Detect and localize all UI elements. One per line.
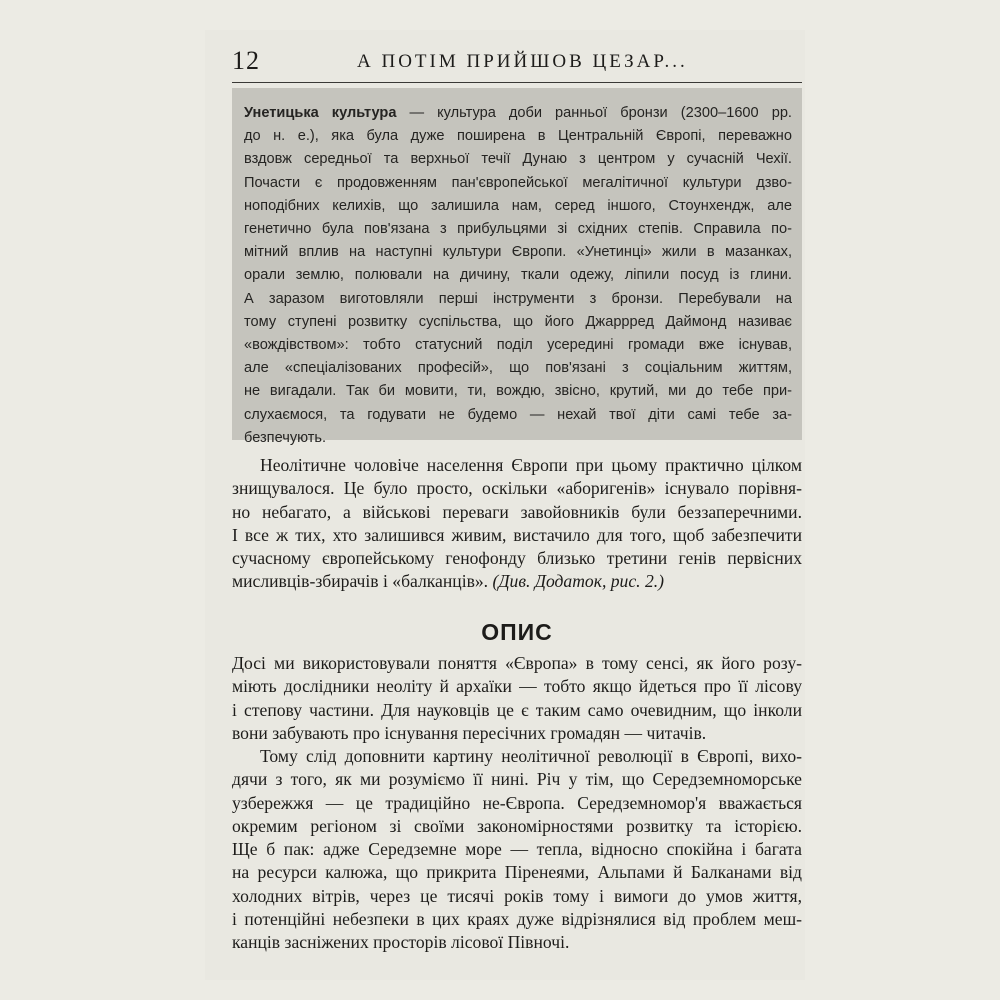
definition-term: Унетицька культура [244, 105, 397, 121]
paragraph-mediterranean [232, 745, 802, 955]
definition-line: слухаємося, та годувати не будемо — нехай твої діти самі тебе за- [244, 406, 792, 423]
definition-line: «вождівством»: тобто статусний поділ усередині громади вже існував, [244, 337, 792, 354]
running-title: А ПОТІМ ПРИЙШОВ ЦЕЗАР... [357, 51, 688, 72]
paragraph-line: узбережжя — це традиційно не-Європа. Середземномор'я вважається [232, 792, 802, 813]
page-header [232, 42, 802, 83]
paragraph-line: холодних вітрів, через це тисячі років тому і вимоги до умов життя, [232, 885, 802, 906]
definition-line: А заразом виготовляли перші інструменти з бронзи. Перебували на [244, 290, 792, 307]
section-heading: ОПИС [481, 619, 553, 645]
paragraph-line: окремим регіоном зі своїми закономірностями розвитку та історією. [232, 815, 802, 836]
paragraph-line: міють дослідники неоліту й архаїки — тобто якщо йдеться про її лісову [232, 676, 802, 697]
paragraph-line: Досі ми використовували поняття «Європа» в тому сенсі, як його розу- [232, 653, 802, 673]
paragraph-line: канців засніжених просторів лісової Півночі. [232, 932, 570, 953]
paragraph-line: І все ж тих, хто залишився живим, вистачило для того, щоб забезпечити [232, 524, 802, 545]
definition-line: ноподібних келихів, що залишила нам, серед іншого, Стоунхендж, але [244, 197, 792, 214]
definition-line: мітний вплив на наступні культури Європи. «Унетинці» жили в мазанках, [244, 244, 792, 261]
paragraph-line: знищувалося. Це було просто, оскільки «аборигенів» існувало порівня- [232, 478, 802, 499]
paragraph-line: і потенційні небезпеки в цих краях дуже відрізнялися від проблем меш- [232, 909, 802, 930]
paragraph-europe-concept [232, 652, 802, 745]
definition-line: вздовж середньої та верхньої течії Дунаю з центром у сучасній Чехії. [244, 151, 792, 168]
definition-line: генетично була пов'язана з прибульцями зі східних степів. Справила по- [244, 221, 792, 238]
paragraph-line: і степову частини. Для науковців це є таким само очевидним, що інколи [232, 699, 802, 720]
paragraph-line: Неолітичне чоловіче населення Європи при цьому практично цілком [260, 455, 802, 475]
definition-box [232, 88, 802, 446]
definition-line: не вигадали. Так би мовити, ти, вождю, звісно, крутий, ми до тебе при- [244, 383, 792, 400]
paragraph-line: дячи з того, як ми розуміємо її нині. Річ у тім, що Середземноморське [232, 769, 802, 790]
appendix-reference: (Див. Додаток, рис. 2.) [492, 571, 665, 592]
paragraph-line: Ще б пак: адже Середземне море — тепла, відносно спокійна і багата [232, 839, 802, 860]
paragraph-neolithic [232, 454, 802, 594]
paragraph-line: но небагато, а військові переваги завойовників були беззаперечними. [232, 501, 802, 522]
definition-line: але «спеціалізованих професій», що пов'язані з соціальним життям, [244, 360, 792, 377]
definition-line: до н. е.), яка була дуже поширена в Центральній Європі, переважно [244, 128, 792, 145]
definition-line: безпечують. [244, 429, 327, 446]
definition-text: Унетицька культура — культура доби ранньої бронзи (2300–1600 рр. до н. е.), яка була дуже поширена в Центральній Європі, переважно вздовж середньої та верхньої течії Дунаю з центром у сучасній Чехії. Почасти є продовженням пан'європейської мегалітичної культури дзво- ноподібних келихів, що залишила нам, серед іншого, Стоунхендж, але генетично була пов'язана з прибульцями зі східних степів. Справила по- мітний вплив на наступні культури Європи. «Унетинці» жили в мазанках, орали землю, полювали на дичину, ткали одежу, ліпили посуд із глини. А заразом виготовляли перші інструменти з бронзи. Перебували на тому ступені розвитку суспільства, що його Джаррред Даймонд називає «вождівством»: тобто статусний поділ усередині громади вже існував, але «спеціалізованих професій», що пов'язані з соціальним життям, не вигадали. Так би мовити, ти, вождю, звісно, крутий, ми до тебе при- слухаємося, та годувати не будемо — нехай твої діти самі тебе за- безпечують. [244, 102, 792, 450]
paragraph-line: мисливців-збирачів і «балканців». (Див. Додаток, рис. 2.) [232, 571, 665, 592]
page-number: 12 [232, 46, 260, 75]
definition-line: орали землю, полювали на дичину, ткали одежу, ліпили посуд із глини. [244, 267, 792, 284]
definition-line: тому ступені розвитку суспільства, що його Джаррред Даймонд називає [244, 313, 792, 330]
paragraph-line: на ресурси калюжа, що прикрита Піренеями, Альпами й Балканами від [232, 862, 802, 883]
definition-line: Почасти є продовженням пан'європейської мегалітичної культури дзво- [244, 174, 792, 191]
paragraph-line: Тому слід доповнити картину неолітичної революції в Європі, вихо- [260, 746, 802, 766]
paragraph-line: сучасному європейському генофонду близько третини генів первісних [232, 548, 802, 569]
paragraph-line: вони забувають про існування пересічних громадян — читачів. [232, 722, 707, 743]
